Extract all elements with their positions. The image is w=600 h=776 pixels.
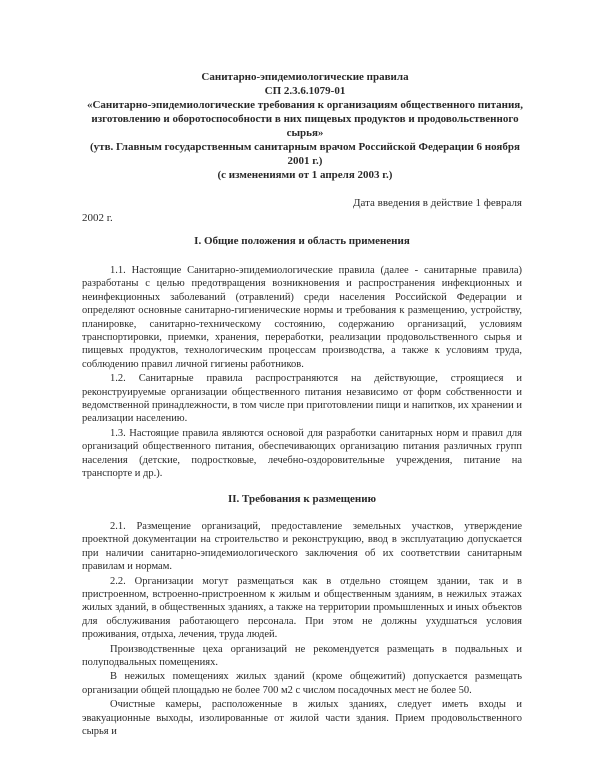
approval-note: (утв. Главным государственным санитарным врачом Российской Федерации 6 ноября 2001 г.) xyxy=(90,141,520,167)
paragraph-1-1: 1.1. Настоящие Санитарно-эпидемиологические правила (далее - санитарные правила) разработаны с целью предотвращения возникновения и распространения инфекционных и неинфекционных заболеваний (отравлений) среди населения Российской Федерации и определяют основные санитарно-гигиенические нормы и требования к размещению, устройству, планировке, санитарно-техническому состоянию, содержанию организаций, условиям транспортировки, приемки, хранения, переработки, реализации продовольственного сырья и пищевых продуктов, технологическим процессам производства, а также к условиям труда, соблюдению правил личной гигиены работников. xyxy=(82,265,522,370)
section-1-body xyxy=(82,264,522,482)
effective-date-label: Дата введения в действие 1 февраля xyxy=(353,197,522,209)
paragraph-2-4: В нежилых помещениях жилых зданий (кроме общежитий) допускается размещать организации общей площадью не более 700 м2 с числом посадочных мест не более 50. xyxy=(82,671,522,696)
paragraph-1-2: 1.2. Санитарные правила распространяются на действующие, строящиеся и реконструируемые организации общественного питания независимо от форм собственности и ведомственной принадлежности, в том числе при приготовлении пищи и напитков, их хранении и реализации населению. xyxy=(82,373,522,425)
section-2-body xyxy=(82,520,522,740)
amendments-note: (с изменениями от 1 апреля 2003 г.) xyxy=(217,169,393,181)
rules-code: СП 2.3.6.1079-01 xyxy=(264,85,346,97)
section-1-title: I. Общие положения и область применения xyxy=(194,235,410,247)
paragraph-1-3: 1.3. Настоящие правила являются основой для разработки санитарных норм и правил для организаций общественного питания, обеспечивающих организацию питания различных групп населения (детские, подростковые, лечебно-оздоровительные учреждения, питание на транспорте и др.). xyxy=(82,427,522,480)
rules-title: Санитарно-эпидемиологические правила xyxy=(201,71,409,83)
paragraph-2-5: Очистные камеры, расположенные в жилых зданиях, следует иметь входы и эвакуационные выходы, изолированные от жилой части здания. Прием продовольственного сырья и xyxy=(82,699,522,738)
paragraph-2-2: 2.2. Организации могут размещаться как в отдельно стоящем здании, так и в пристроенном, встроенно-пристроенном к жилым и общественным зданиям, в нежилых этажах жилых зданий, в общественных зданиях, а также на территории промышленных и иных объектов для обслуживания работающего персонала. При этом не должны ухудшаться условия проживания, отдыха, лечения, труда людей. xyxy=(82,575,522,641)
rules-subtitle: «Санитарно-эпидемиологические требования к организациям общественного питания, изготовлению и оборотоспособности в них пищевых продуктов и продовольственного сырья» xyxy=(86,99,523,139)
effective-date-year: 2002 г. xyxy=(82,212,113,224)
document-header xyxy=(80,70,530,182)
paragraph-2-3: Производственные цеха организаций не рекомендуется размещать в подвальных и полуподвальных помещениях. xyxy=(82,643,522,669)
section-2-title: II. Требования к размещению xyxy=(228,493,376,505)
paragraph-2-1: 2.1. Размещение организаций, предоставление земельных участков, утверждение проектной документации на строительство и реконструкцию, ввод в эксплуатацию допускается при наличии санитарно-эпидемиологического заключения об их соответствии санитарным правилам и нормам. xyxy=(82,521,522,573)
